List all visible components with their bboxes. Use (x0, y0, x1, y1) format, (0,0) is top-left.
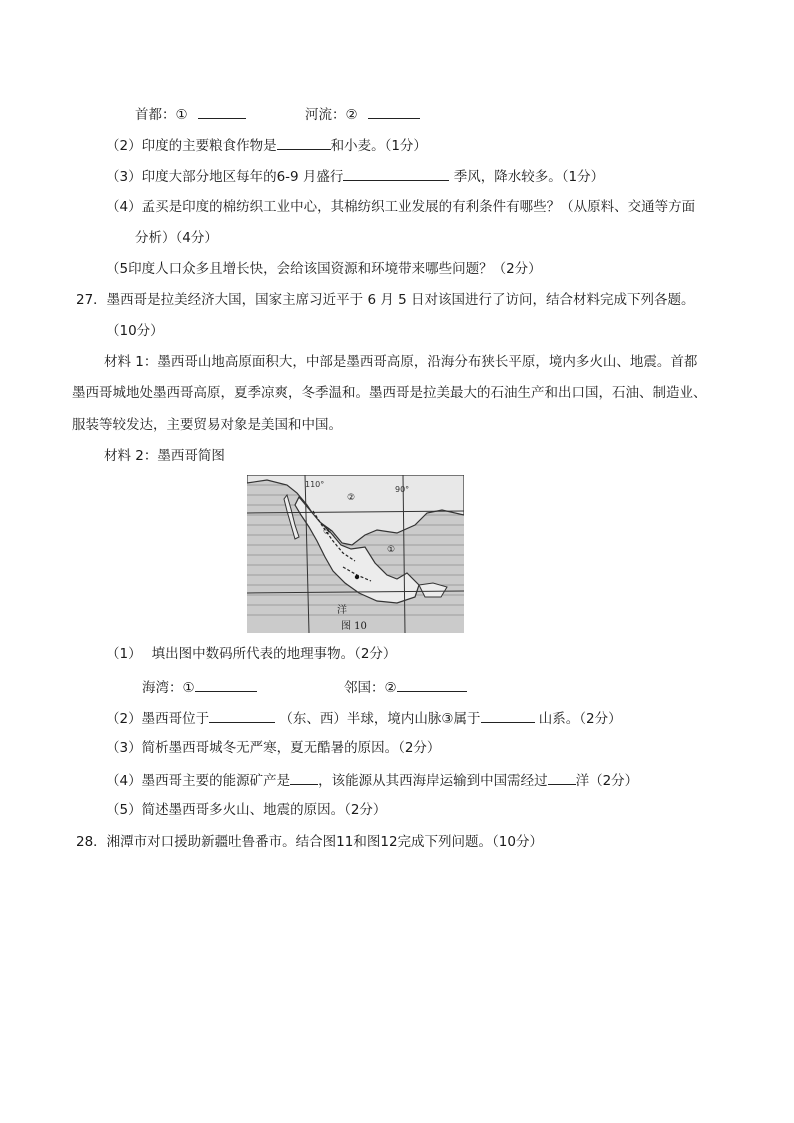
gulf-label: 海湾：① (142, 680, 195, 696)
river-label: 河流：② (305, 107, 358, 123)
neighbor-blank[interactable] (397, 677, 467, 692)
q27-stem-line2: （10分） (106, 323, 164, 339)
q26-sub4-line1: （4）孟买是印度的棉纺织工业中心，其棉纺织工业发展的有利条件有哪些？（从原料、交通等方面 (106, 199, 696, 215)
mountain-system-blank[interactable] (481, 708, 535, 723)
capital-label: 首都：① (135, 107, 188, 123)
material1-line2: 墨西哥城地处墨西哥高原，夏季凉爽，冬季温和。墨西哥是拉美最大的石油生产和出口国，石油、制造业、 (72, 385, 707, 401)
gulf-blank[interactable] (195, 677, 257, 692)
q26-sub4-line2: 分析）（4分） (135, 230, 218, 246)
q26-sub5: （5印度人口众多且增长快，会给该国资源和环境带来哪些问题？（2分） (106, 261, 542, 277)
q27-sub3: （3）简析墨西哥城冬无严寒，夏无酷暑的原因。（2分） (106, 740, 441, 756)
river-blank[interactable] (368, 104, 420, 119)
capital-line (135, 104, 246, 124)
lon-label-90: 90° (395, 485, 410, 494)
q26-sub2: （2）印度的主要粮食作物是 和小麦。（1分） (106, 135, 427, 155)
neighbor-label: 邻国：② (344, 680, 397, 696)
q27-sub1: （1） 填出图中数码所代表的地理事物。（2分） (106, 646, 397, 662)
q27-stem-line1: 27．墨西哥是拉美经济大国，国家主席习近平于 6 月 5 日对该国进行了访问，结合材料完成下列各题。 (76, 292, 695, 308)
lon-label-110: 110° (305, 480, 325, 489)
q27-sub4: （4）墨西哥主要的能源矿产是 ，该能源从其西海岸运输到中国需经过 洋（2分） (106, 770, 638, 790)
neighbor-line (344, 677, 467, 697)
material1-line1: 材料 1：墨西哥山地高原面积大，中部是墨西哥高原，沿海分布狭长平原，境内多火山、地震。首都 (104, 354, 698, 370)
hemisphere-blank[interactable] (209, 708, 275, 723)
monsoon-blank[interactable] (343, 166, 449, 181)
q27-sub2: （2）墨西哥位于 （东、西）半球，境内山脉③属于 山系。（2分） (106, 708, 622, 728)
energy-blank[interactable] (290, 770, 318, 785)
material1-line3: 服装等较发达，主要贸易对象是美国和中国。 (72, 417, 342, 433)
capital-blank[interactable] (198, 104, 246, 119)
map-ocean-label: 洋 (337, 605, 347, 616)
crop-blank[interactable] (277, 135, 331, 150)
q26-sub3: （3）印度大部分地区每年的6-9 月盛行 季风，降水较多。（1分） (106, 166, 604, 186)
map-marker-3: ③ (323, 527, 332, 537)
ocean-blank[interactable] (548, 770, 576, 785)
q28-stem: 28．湘潭市对口援助新疆吐鲁番市。结合图11和图12完成下列问题。（10分） (76, 834, 543, 850)
river-line (305, 104, 420, 124)
map-marker-1: ① (387, 545, 396, 555)
map-caption: 图 10 (341, 621, 367, 632)
gulf-line (142, 677, 257, 697)
mexico-map-svg (247, 475, 464, 633)
q27-sub5: （5）简述墨西哥多火山、地震的原因。（2分） (106, 802, 387, 818)
material2-label: 材料 2：墨西哥简图 (104, 448, 225, 464)
mexico-map-figure (247, 475, 464, 633)
map-marker-2: ② (347, 493, 356, 503)
